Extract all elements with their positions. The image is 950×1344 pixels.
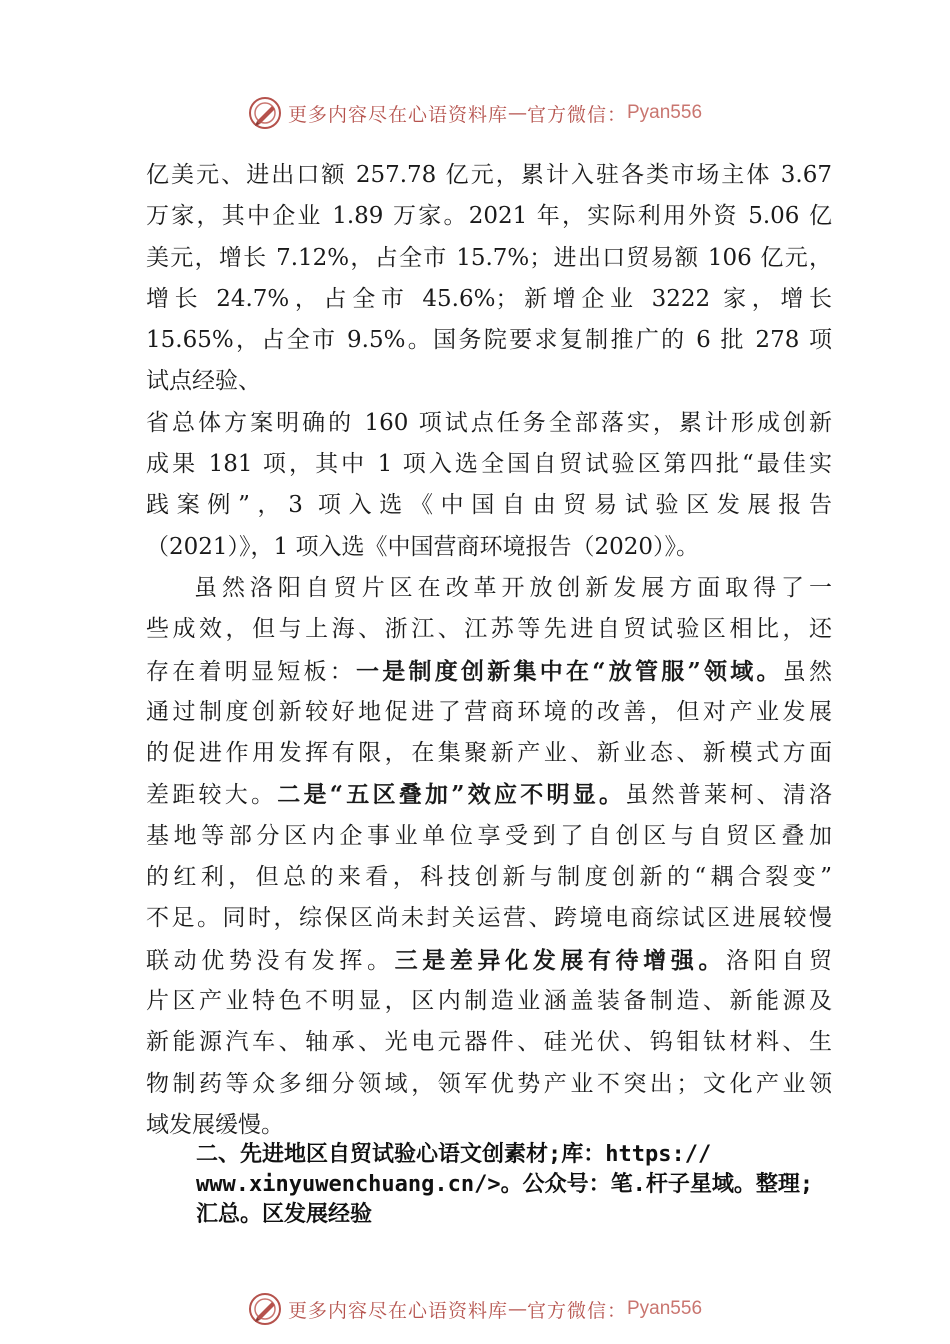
text-span: 联动优势没有发挥。: [146, 947, 395, 974]
text-line: 通过制度创新较好地促进了营商环境的改善，但对产业发展: [146, 698, 832, 725]
banner-text-cn: 更多内容尽在心语资料库: [287, 103, 508, 126]
text-line: 新能源汽车、轴承、光电元器件、硅光伏、钨钼钛材料、生: [146, 1029, 832, 1056]
text-line: 试点经验、: [146, 368, 261, 395]
text-line-with-bold: [146, 774, 832, 815]
text-line-with-bold: [146, 651, 832, 692]
text-span: 虽然: [782, 658, 833, 685]
pen-logo-icon: [248, 1292, 282, 1326]
text-line: 的红利，但总的来看，科技创新与制度创新的“耦合裂变”: [146, 864, 832, 891]
text-span: 洛阳自贸: [726, 947, 832, 974]
text-span: 虽然普莱柯、清洛: [625, 782, 833, 809]
text-line: 片区产业特色不明显，区内制造业涵盖装备制造、新能源及: [146, 987, 832, 1014]
section-heading-line: 汇总。区发展经验: [196, 1202, 373, 1227]
banner-text-cn: 更多内容尽在心语资料库: [287, 1299, 508, 1322]
text-line: 不足。同时，综保区尚未封关运营、跨境电商综试区进展较慢: [146, 905, 832, 932]
text-line: 增长 24.7%，占全市 45.6%；新增企业 3222 家，增长: [146, 285, 832, 312]
footer-banner: [0, 1289, 950, 1329]
text-line: 万家，其中企业 1.89 万家。2021 年，实际利用外资 5.06 亿: [146, 203, 832, 230]
text-span: 存在着明显短板：: [146, 658, 357, 685]
bold-point-2: 二是“五区叠加”效应不明显。: [277, 781, 626, 809]
banner-text-cn2: 官方微信：: [526, 1299, 627, 1322]
section-heading: [196, 1140, 876, 1230]
bold-point-1: 一是制度创新集中在“放管服”领域。: [356, 657, 783, 685]
text-line: 成果 181 项，其中 1 项入选全国自贸试验区第四批“最佳实: [146, 451, 832, 478]
text-line: 美元，增长 7.12%，占全市 15.7%；进出口贸易额 106 亿元，: [146, 244, 832, 271]
bold-point-3: 三是差异化发展有待增强。: [394, 946, 727, 974]
text-line: 践案例”，3 项入选《中国自由贸易试验区发展报告: [146, 492, 832, 519]
text-line: 15.65%，占全市 9.5%。国务院要求复制推广的 6 批 278 项: [146, 327, 832, 354]
text-line: （2021）》，1 项入选《中国营商环境报告（2020）》。: [146, 533, 700, 560]
text-line: 域发展缓慢。: [146, 1111, 284, 1138]
text-line: 些成效，但与上海、浙江、江苏等先进自贸试验区相比，还: [146, 616, 832, 643]
section-heading-line: 二、先进地区自贸试验心语文创素材;库：https://: [196, 1142, 712, 1167]
text-line: 物制药等众多细分领域，领军优势产业不突出；文化产业领: [146, 1070, 832, 1097]
document-body: [146, 155, 832, 1146]
banner-dash: —: [507, 1298, 527, 1320]
text-line: 亿美元、进出口额 257.78 亿元，累计入驻各类市场主体 3.67: [146, 162, 832, 188]
text-line-with-bold: [146, 940, 832, 981]
banner-wechat-id: Pyan556: [627, 102, 703, 123]
paragraph-2-start: 虽然洛阳自贸片区在改革开放创新发展方面取得了一: [194, 574, 832, 601]
header-banner: [0, 93, 950, 133]
text-line: 省总体方案明确的 160 项试点任务全部落实，累计形成创新: [146, 409, 832, 436]
text-line: 的促进作用发挥有限，在集聚新产业、新业态、新模式方面: [146, 740, 832, 767]
banner-text-cn2: 官方微信：: [526, 103, 627, 126]
pen-logo-icon: [248, 96, 282, 130]
banner-dash: —: [507, 102, 527, 124]
text-span: 差距较大。: [146, 782, 278, 809]
banner-wechat-id: Pyan556: [627, 1298, 703, 1319]
section-heading-line: www.xinyuwenchuang.cn/>。公众号：笔.杆子星域。整理;: [196, 1172, 814, 1197]
text-line: 基地等部分区内企事业单位享受到了自创区与自贸区叠加: [146, 822, 832, 849]
